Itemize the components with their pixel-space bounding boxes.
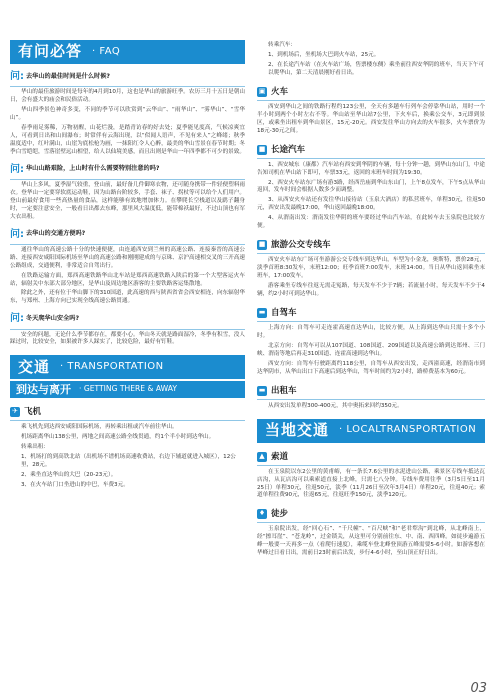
faq-question-text: 冬天爬华山安全吗?	[26, 315, 80, 322]
question-mark-icon: 问:	[10, 313, 24, 325]
plane-text: 乘飞机先到达西安咸阳国际机场，再转乘出租或汽车前往华山。	[21, 424, 178, 431]
car-icon: ▬	[258, 307, 266, 316]
train-title: 火车	[271, 86, 289, 97]
train-icon: ▣	[258, 86, 266, 95]
plane-icon: ✈	[10, 407, 20, 417]
question-mark-icon: 问:	[10, 163, 24, 175]
plane-route: 3、在火车站门口坐进山的中巴，车费3元。	[21, 482, 129, 489]
plane-route: 1、机场打的到高铁北站（出机场不谱机场高速收费站，右边下辅道就进入城区），12公里，28元。	[21, 454, 236, 469]
divider	[257, 465, 485, 466]
getting-there-title: 到达与离开	[16, 383, 71, 397]
divider	[257, 321, 485, 322]
local-transport-banner	[257, 419, 485, 443]
faq-item	[10, 228, 245, 307]
faq-question	[10, 163, 245, 177]
faq-answer: 春季雨足雾稀，万物初醒，山花烂漫，是踏青访春的好去处；夏季能见度高，气候凉爽宜人，可看到日出和山间瀑布；时常伴有云海出现，以“似闻人语声，不见有来人”之峰绪；秋季温度适中，红叶满山，山崖为底松枪为画，一抹阳红令人心醉，最美的华山雪景在春节时期；冬季白雪皑皑，雪落崖壁远山相望，给人以仙境美感，而且出则是华山一年四季都不可少的景致。	[10, 124, 245, 155]
divider	[257, 158, 485, 159]
coach-route: 1、西安城东（康都）汽车站有西安到华阴的车辆，每十分钟一趟，到华山东山门，中途告知司机在华山站下即可，车票33元，返回的末班车时间为19:30。	[257, 161, 485, 176]
plane-text: 机场距离华山138公里，两地之间高速公路全线贯通，约1个半小时到达华山。	[21, 434, 215, 441]
taxi-heading	[257, 385, 485, 397]
faq-answer: 华山四季景色神奇多变，不同的季节可以欣赏到“云华山”、“雨华山”、“雾华山”、“雪华山”。	[10, 107, 245, 121]
plane-section	[10, 406, 245, 490]
tour-bus-heading	[257, 239, 485, 251]
faq-answer: 华山上多风，夏季湿气较重，登山前，最好备几件御寒衣物，还可随身携带一件轻便塑料雨衣。登华山一定要穿软底运动鞋，因为山路台阶较多，手套、袜子、拐杖等可以给个人们用户。登山前最好食用一些高热量的食品，这样能够有效地增加体力。在攀爬长空栈道以及鹞子翻身时，一定要注意安全，一般看日出都去东峰，那里风大温度低，能带棉袄最好，不过山顶也有军大衣出租。	[10, 181, 245, 220]
transport-banner	[10, 355, 245, 379]
divider	[10, 329, 245, 330]
self-drive-heading	[257, 307, 485, 319]
tour-bus-title: 旅游公交专线车	[271, 240, 331, 251]
walk-section	[257, 508, 485, 558]
faq-title-en: · FAQ	[92, 45, 121, 57]
coach-route: 4、从渭南出发：渭南发往华阴的班车要经过华山汽车站，在此转车去玉泉院也比较方便。	[257, 215, 485, 230]
faq-answer: 通往华山的高速公路十分的快速便捷，由连通西安到兰州的高速公路、连接秦晋的高速公路、连接西安咸阳国际机场至华山的高速公路和刚刚建成的与京珠、京沪高速相交叉的三开高速公路组成，交通便利，非常适合自驾出行。	[10, 246, 245, 269]
coach-title: 长途汽车	[271, 144, 306, 155]
coach-section	[257, 144, 485, 232]
faq-question-text: 去华山的交通方便吗?	[26, 230, 86, 238]
faq-answer: 华山的最佳旅游时间是每年的4月到10月，这也是华山的旅游旺季。农历三月十五日是朝山日，会有盛大的庙会和民俗活动。	[10, 89, 245, 104]
faq-question	[10, 70, 245, 84]
bus-transfer-section	[257, 42, 485, 78]
cable-car-icon: ▲	[257, 452, 267, 462]
faq-banner	[10, 40, 245, 64]
divider	[10, 179, 245, 180]
cable-title: 索道	[271, 451, 289, 462]
train-section	[257, 86, 485, 136]
self-drive-text: 上海方向：自驾车可走连霍高速直达华山，比较方便，从上海到达华山只需十多个小时。	[257, 324, 485, 339]
faq-item	[10, 312, 245, 347]
faq-question	[10, 228, 245, 242]
hiking-icon: ♦	[258, 509, 266, 518]
left-column	[10, 0, 245, 490]
self-drive-section	[257, 307, 485, 377]
local-transport-title: 当地交通	[265, 420, 330, 439]
faq-question-text: 去华山的最佳时间是什么时候?	[26, 72, 111, 80]
faq-answer: 在铁路运输方面，郑西高速铁路华山北车站是郑西高速铁路入陕后的第一个大型客运火车站，辐射关中东部大部分地区，是华山及周边地区游客的主要铁路客运集散地。	[10, 272, 245, 287]
right-column	[257, 0, 485, 558]
plane-text: 转乘出租：	[21, 444, 49, 451]
bus-icon: ■	[258, 144, 266, 153]
plane-title: 飞机	[24, 407, 42, 418]
divider	[10, 420, 245, 421]
transport-title-en: · TRANSPORTATION	[60, 361, 164, 373]
walk-title: 徒步	[271, 509, 289, 520]
self-drive-text: 西安方向：自驾车行驶距离约118公里，自驾车从西安出发，走西潼高速，经渭南市到达华阴市，从华山出口下高速后到达华山，驾车时间约为2小时，路桥费基本为60元。	[257, 360, 485, 375]
walk-text: 玉泉院出发，经“回心石”、“千尺幢”、“百尺峡”和“老君犁沟”到北峰，从北峰南上，经“擦耳崖”、“苍龙岭”，过金锁关，从这里可分别前往东、中、南、西四峰。如徒步遍游五峰一般要一天再多一点（看爬行速度），乘缆车登北峰登顶游五峰需要5-6小时。如游客想在华峰过日看日出，需前日23时前后出发，步行4-6小时，至山顶正好日出。	[257, 526, 485, 557]
bus-transfer-label: 转乘汽车：	[268, 42, 296, 48]
faq-question	[10, 312, 245, 326]
self-drive-title: 自驾车	[271, 307, 297, 318]
taxi-text: 从西安出发单程300-400元，其中奥拓来回约350元。	[268, 402, 403, 409]
taxi-title: 出租车	[271, 385, 297, 396]
taxi-icon: ▬	[258, 385, 266, 394]
bus-transfer-route: 2、在长途汽车站（在火车站广场，售票楼东侧）乘坐前往西安华阴的班车，当天下午可以爬华山，第二天清晨刚好看日出。	[268, 61, 485, 76]
local-transport-title-en: · LOCALTRANSPORTATION	[339, 424, 477, 436]
divider	[10, 86, 245, 87]
getting-there-banner	[10, 381, 245, 398]
train-text: 西安到华山之间的铁路行程约123公里，全天有多趟车行列车会停靠华山站，用时一个半小时到两个小时左右不等。华山站至华山站7公里，下火车后，换乘公交车，3元即到景区，或乘坐出租车到华山景区，15元-20元。西安发往华山方向去的火车很多，火车票价为18元-30元之间。	[257, 103, 485, 134]
divider	[257, 253, 485, 254]
transport-title: 交通	[18, 357, 51, 376]
coach-heading	[257, 144, 485, 156]
cable-section	[257, 451, 485, 501]
bus-transfer-route: 1、到机场后，坐机场大巴到火车站，25元。	[268, 51, 380, 58]
getting-there-title-en: · GETTING THERE & AWAY	[79, 384, 177, 394]
faq-title: 有问必答	[18, 42, 83, 61]
divider	[257, 522, 485, 523]
divider	[257, 100, 485, 101]
faq-item	[10, 163, 245, 222]
tour-bus-text: 游客乘坐专线车往返无需走冤路，每天发车不少于7辆；若流量小时，每天发车不少于4辆，约2小时可到达华山。	[257, 283, 485, 297]
taxi-section	[257, 385, 485, 411]
self-drive-text: 北京方向：自驾车可以从107国道、108国道、209国道以及高速公路到达郑州、三门峡、渭南等地后再走310国道、连霍高速到达华山。	[257, 342, 485, 357]
coach-route: 2、西安火车站东广场有游3路，经西岳庙到华山东山门，上午8点发车，下午5点从华山返回，发车时间会根据人数多少而调整。	[257, 179, 485, 194]
cable-text: 在玉泉院以东2公里的黄甫峪，有一条长7.6公里的水泥进山公路，乘景区专线车抵达瓦店沟，从瓦店沟可以乘索道直接上北峰，只需七八分钟。专线车费用往季（3月5日至11月25日）单程30元，往返50元，淡季（11月26日至次年3月4日）单程20元，往返40元；索道单程往费90元，往返65元，往返旺季150元，淡季120元。	[257, 468, 485, 499]
coach-route: 3、从西安火车站还有发往华山接待站（玉泉大酒店）的私营班车，单程30元，往返50元，西安出发最晚17:00，华山返回最晚18:00。	[257, 197, 485, 212]
faq-answer: 安全的问题，无论什么季节都存在，都要小心。华山冬天就是路面湿冷，冬季有积雪，没人踩过时，比较安全，如果被许多人踩实了，比较危险，最好有钉鞋。	[10, 331, 245, 346]
tour-bus-text: 西安火车站东广场可坐游游公交专线车到达华山，车型为小金龙，奥斯特，票价28元，淡季首班8:30发车，末班12:00；旺季首班7:00发车，末班14:00。当日从华山返回乘坐末班车，17:00发车。	[257, 257, 485, 280]
divider	[257, 399, 485, 400]
cable-heading	[257, 451, 485, 463]
divider	[10, 244, 245, 245]
plane-heading	[10, 406, 245, 418]
tour-bus-icon: ■	[258, 240, 266, 249]
question-mark-icon: 问:	[10, 228, 24, 240]
faq-item	[10, 70, 245, 157]
walk-heading	[257, 508, 485, 520]
faq-answer: 除此之外，还有位于华山脚下的310国道，此高速的西与陕西省省会西安相连，向东辐射华东，与郑州、上海方向已实现全线高速公路贯通。	[10, 290, 245, 305]
page-number: 03	[470, 680, 487, 696]
train-heading	[257, 86, 485, 98]
tour-bus-section	[257, 239, 485, 299]
faq-question-text: 华山山路艰险，上山时有什么需要特别注意的吗?	[26, 165, 160, 173]
question-mark-icon: 问:	[10, 71, 24, 82]
plane-route: 2、乘坐直达华山的大巴（20-23元）。	[21, 472, 117, 479]
